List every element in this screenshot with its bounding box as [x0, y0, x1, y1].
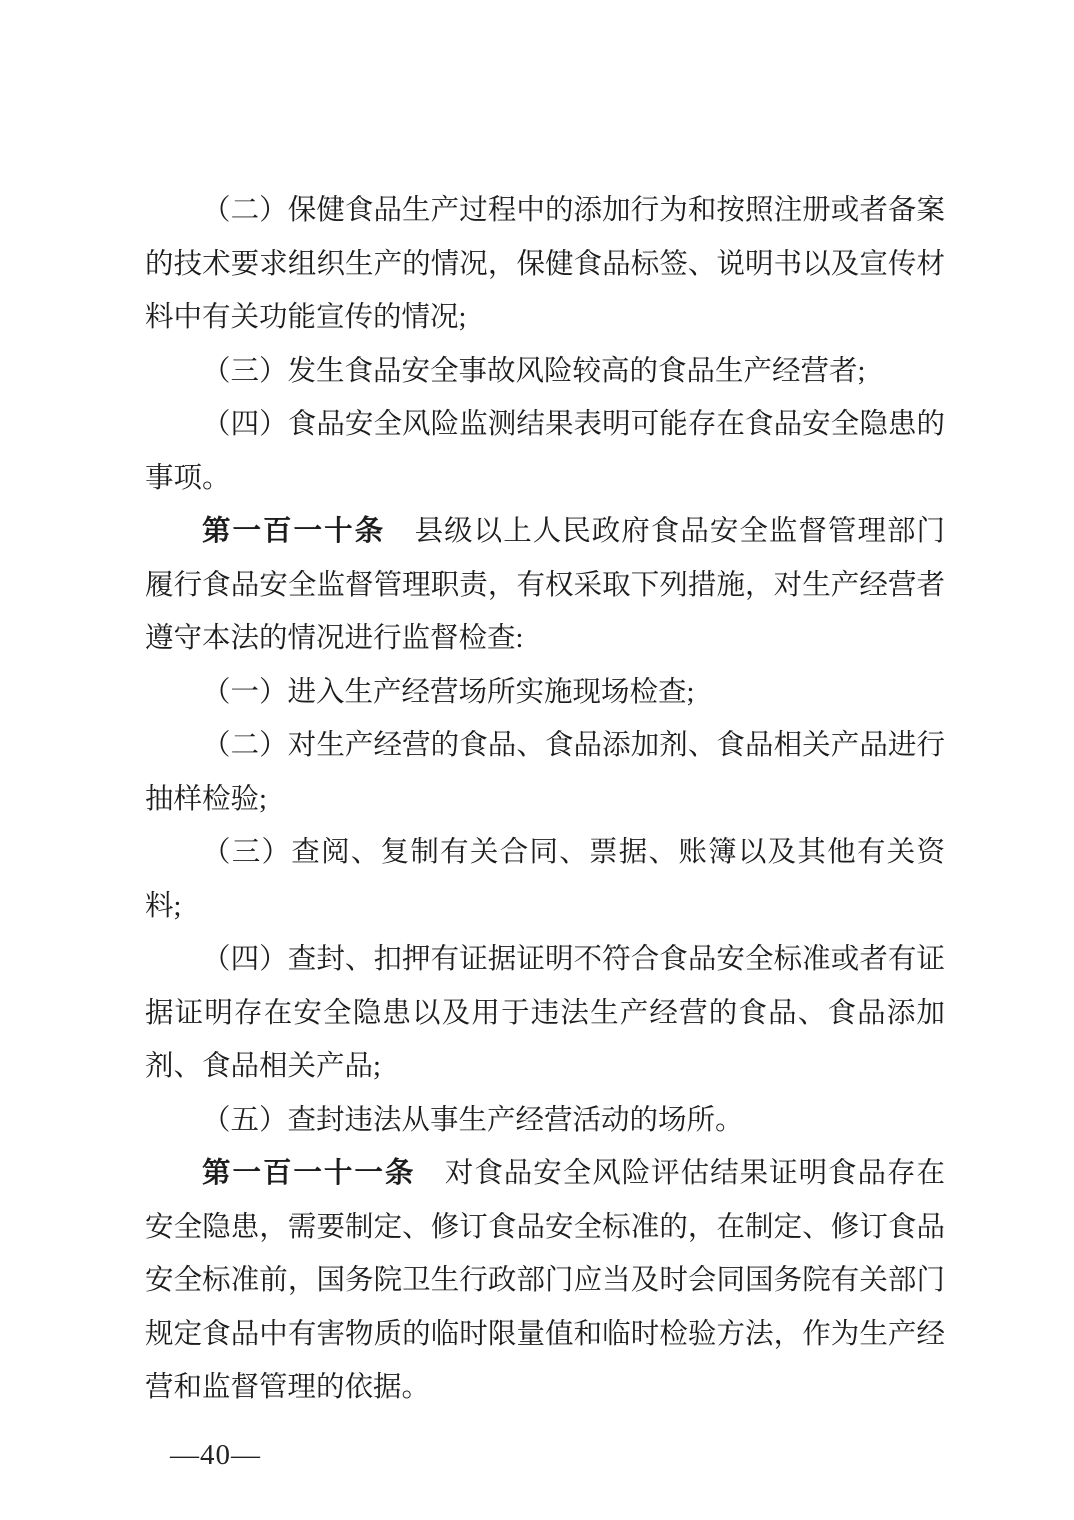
article-number: 第一百一十一条 — [202, 1157, 416, 1189]
article-paragraph: 第一百一十条 县级以上人民政府食品安全监督管理部门履行食品安全监督管理职责，有权采取下列措施，对生产经营者遵守本法的情况进行监督检查: — [145, 515, 945, 654]
body-paragraph: （四）食品安全风险监测结果表明可能存在食品安全隐患的事项。 — [145, 409, 945, 494]
body-paragraph: （四）查封、扣押有证据证明不符合食品安全标准或者有证据证明存在安全隐患以及用于违法生产经营的食品、食品添加剂、食品相关产品; — [145, 944, 945, 1082]
article-number: 第一百一十条 — [202, 515, 386, 547]
body-paragraph: （二）保健食品生产过程中的添加行为和按照注册或者备案的技术要求组织生产的情况，保健食品标签、说明书以及宣传材料中有关功能宣传的情况; — [145, 195, 945, 333]
article-paragraph: 第一百一十一条 对食品安全风险评估结果证明食品存在安全隐患，需要制定、修订食品安全标准的，在制定、修订食品安全标准前，国务院卫生行政部门应当及时会同国务院有关部门规定食品中有害物质的临时限量值和临时检验方法，作为生产经营和监督管理的依据。 — [145, 1157, 945, 1403]
body-paragraph: （三）查阅、复制有关合同、票据、账簿以及其他有关资料; — [145, 837, 945, 922]
document-text-block — [145, 184, 945, 1415]
body-paragraph: （一）进入生产经营场所实施现场检查; — [202, 676, 695, 708]
body-paragraph: （三）发生食品安全事故风险较高的食品生产经营者; — [202, 355, 866, 387]
body-paragraph: （二）对生产经营的食品、食品添加剂、食品相关产品进行抽样检验; — [145, 730, 945, 815]
page-number: —40— — [170, 1439, 261, 1471]
body-paragraph: （五）查封违法从事生产经营活动的场所。 — [202, 1104, 744, 1136]
